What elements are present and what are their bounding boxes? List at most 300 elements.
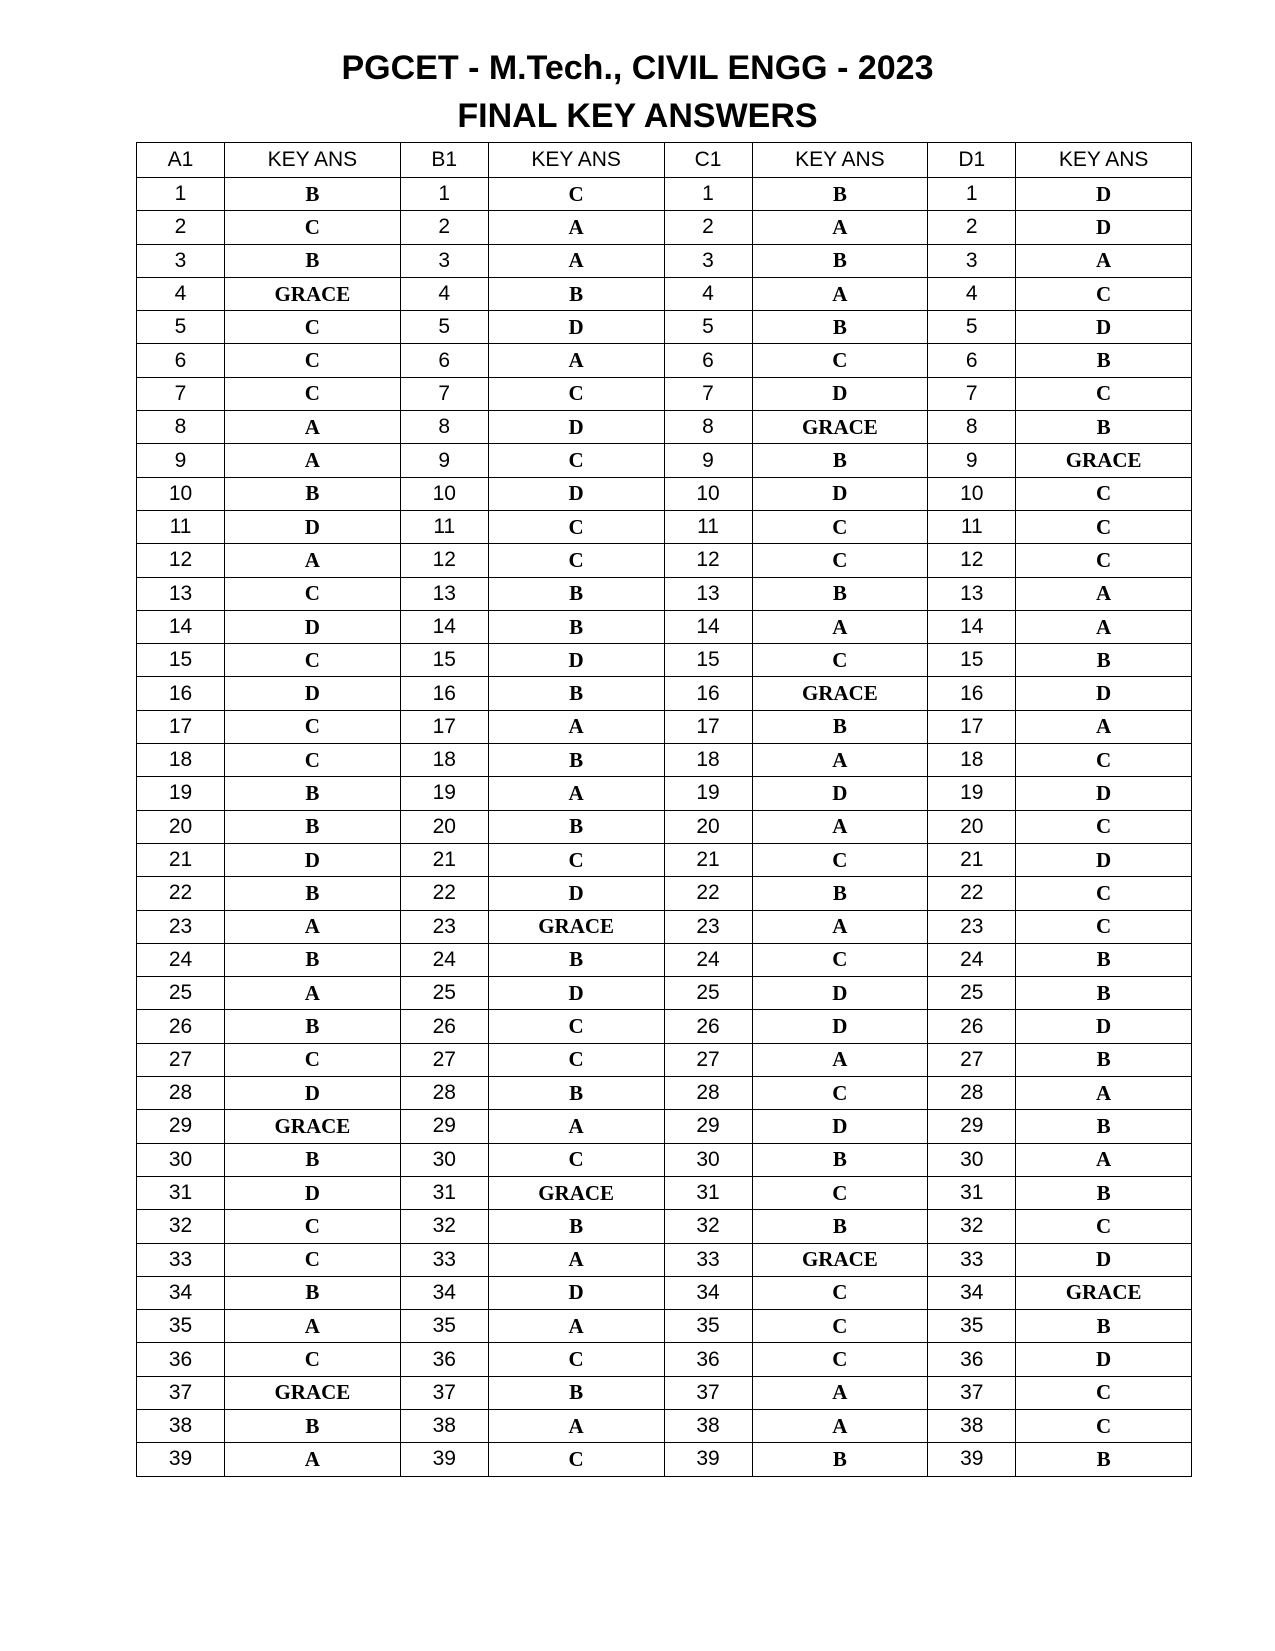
question-number-c1: 39 xyxy=(664,1443,752,1476)
key-answer-c1: GRACE xyxy=(752,411,928,444)
question-number-c1: 3 xyxy=(664,244,752,277)
table-row xyxy=(137,1176,1192,1209)
key-answer-c1: A xyxy=(752,277,928,310)
question-number-a1: 34 xyxy=(137,1276,225,1309)
question-number-a1: 30 xyxy=(137,1143,225,1176)
question-number-b1: 16 xyxy=(400,677,488,710)
key-answer-a1: D xyxy=(225,843,401,876)
question-number-b1: 23 xyxy=(400,910,488,943)
question-number-c1: 14 xyxy=(664,610,752,643)
key-answer-b1: D xyxy=(488,411,664,444)
key-answer-a1: C xyxy=(225,744,401,777)
question-number-b1: 7 xyxy=(400,377,488,410)
question-number-b1: 29 xyxy=(400,1110,488,1143)
key-answer-d1: D xyxy=(1016,1343,1192,1376)
question-number-a1: 4 xyxy=(137,277,225,310)
table-row xyxy=(137,1243,1192,1276)
answer-key-body xyxy=(137,178,1192,1477)
key-answer-a1: B xyxy=(225,943,401,976)
key-answer-d1: D xyxy=(1016,843,1192,876)
key-answer-d1: B xyxy=(1016,1110,1192,1143)
question-number-d1: 22 xyxy=(928,877,1016,910)
question-number-b1: 6 xyxy=(400,344,488,377)
question-number-c1: 5 xyxy=(664,311,752,344)
key-answer-d1: B xyxy=(1016,411,1192,444)
question-number-a1: 17 xyxy=(137,710,225,743)
key-answer-b1: C xyxy=(488,510,664,543)
question-number-a1: 37 xyxy=(137,1376,225,1409)
question-number-c1: 31 xyxy=(664,1176,752,1209)
question-number-d1: 35 xyxy=(928,1310,1016,1343)
column-header-set-b1: B1 xyxy=(400,143,488,178)
question-number-a1: 18 xyxy=(137,744,225,777)
key-answer-b1: C xyxy=(488,1343,664,1376)
key-answer-c1: C xyxy=(752,1077,928,1110)
key-answer-a1: A xyxy=(225,977,401,1010)
key-answer-a1: D xyxy=(225,677,401,710)
key-answer-b1: A xyxy=(488,344,664,377)
question-number-b1: 5 xyxy=(400,311,488,344)
question-number-a1: 14 xyxy=(137,610,225,643)
key-answer-d1: D xyxy=(1016,178,1192,211)
question-number-d1: 21 xyxy=(928,843,1016,876)
key-answer-b1: A xyxy=(488,1409,664,1442)
table-row xyxy=(137,1376,1192,1409)
key-answer-b1: C xyxy=(488,843,664,876)
question-number-b1: 11 xyxy=(400,510,488,543)
question-number-d1: 13 xyxy=(928,577,1016,610)
question-number-c1: 34 xyxy=(664,1276,752,1309)
question-number-c1: 2 xyxy=(664,211,752,244)
question-number-a1: 1 xyxy=(137,178,225,211)
column-header-set-d1: D1 xyxy=(928,143,1016,178)
question-number-c1: 25 xyxy=(664,977,752,1010)
key-answer-b1: B xyxy=(488,1210,664,1243)
key-answer-c1: A xyxy=(752,1376,928,1409)
question-number-b1: 33 xyxy=(400,1243,488,1276)
table-row xyxy=(137,744,1192,777)
key-answer-d1: B xyxy=(1016,943,1192,976)
question-number-d1: 34 xyxy=(928,1276,1016,1309)
key-answer-a1: B xyxy=(225,178,401,211)
key-answer-d1: D xyxy=(1016,1010,1192,1043)
question-number-b1: 13 xyxy=(400,577,488,610)
table-row xyxy=(137,411,1192,444)
question-number-d1: 24 xyxy=(928,943,1016,976)
key-answer-a1: B xyxy=(225,244,401,277)
key-answer-d1: B xyxy=(1016,1043,1192,1076)
question-number-b1: 39 xyxy=(400,1443,488,1476)
question-number-d1: 38 xyxy=(928,1409,1016,1442)
table-row xyxy=(137,211,1192,244)
question-number-a1: 16 xyxy=(137,677,225,710)
key-answer-d1: B xyxy=(1016,344,1192,377)
key-answer-a1: D xyxy=(225,510,401,543)
key-answer-b1: D xyxy=(488,977,664,1010)
key-answer-c1: D xyxy=(752,1010,928,1043)
key-answer-a1: C xyxy=(225,644,401,677)
key-answer-b1: B xyxy=(488,277,664,310)
question-number-c1: 30 xyxy=(664,1143,752,1176)
table-row xyxy=(137,1310,1192,1343)
question-number-a1: 32 xyxy=(137,1210,225,1243)
key-answer-c1: C xyxy=(752,1176,928,1209)
question-number-b1: 4 xyxy=(400,277,488,310)
key-answer-a1: D xyxy=(225,1077,401,1110)
question-number-c1: 17 xyxy=(664,710,752,743)
key-answer-b1: C xyxy=(488,377,664,410)
column-header-key-ans: KEY ANS xyxy=(488,143,664,178)
key-answer-d1: C xyxy=(1016,377,1192,410)
key-answer-c1: B xyxy=(752,178,928,211)
question-number-c1: 20 xyxy=(664,810,752,843)
key-answer-c1: B xyxy=(752,577,928,610)
question-number-d1: 17 xyxy=(928,710,1016,743)
key-answer-a1: C xyxy=(225,710,401,743)
key-answer-b1: A xyxy=(488,244,664,277)
question-number-d1: 10 xyxy=(928,477,1016,510)
question-number-a1: 8 xyxy=(137,411,225,444)
key-answer-d1: A xyxy=(1016,610,1192,643)
question-number-b1: 20 xyxy=(400,810,488,843)
answer-key-table xyxy=(136,142,1192,1477)
question-number-b1: 34 xyxy=(400,1276,488,1309)
question-number-a1: 22 xyxy=(137,877,225,910)
question-number-d1: 37 xyxy=(928,1376,1016,1409)
table-row xyxy=(137,510,1192,543)
key-answer-c1: C xyxy=(752,510,928,543)
key-answer-c1: B xyxy=(752,1210,928,1243)
key-answer-b1: C xyxy=(488,1443,664,1476)
question-number-c1: 33 xyxy=(664,1243,752,1276)
table-row xyxy=(137,1010,1192,1043)
question-number-c1: 28 xyxy=(664,1077,752,1110)
table-row xyxy=(137,1276,1192,1309)
key-answer-a1: A xyxy=(225,1443,401,1476)
key-answer-b1: D xyxy=(488,311,664,344)
key-answer-b1: GRACE xyxy=(488,910,664,943)
key-answer-a1: GRACE xyxy=(225,277,401,310)
key-answer-a1: GRACE xyxy=(225,1110,401,1143)
question-number-d1: 4 xyxy=(928,277,1016,310)
question-number-c1: 13 xyxy=(664,577,752,610)
key-answer-d1: B xyxy=(1016,644,1192,677)
table-row xyxy=(137,377,1192,410)
key-answer-c1: D xyxy=(752,777,928,810)
table-row xyxy=(137,610,1192,643)
key-answer-c1: A xyxy=(752,610,928,643)
question-number-a1: 27 xyxy=(137,1043,225,1076)
key-answer-c1: C xyxy=(752,344,928,377)
key-answer-a1: C xyxy=(225,377,401,410)
question-number-c1: 10 xyxy=(664,477,752,510)
question-number-c1: 26 xyxy=(664,1010,752,1043)
question-number-a1: 19 xyxy=(137,777,225,810)
key-answer-a1: A xyxy=(225,411,401,444)
column-header-set-a1: A1 xyxy=(137,143,225,178)
table-row xyxy=(137,1210,1192,1243)
question-number-d1: 26 xyxy=(928,1010,1016,1043)
question-number-b1: 18 xyxy=(400,744,488,777)
key-answer-c1: B xyxy=(752,1443,928,1476)
question-number-d1: 39 xyxy=(928,1443,1016,1476)
key-answer-a1: C xyxy=(225,577,401,610)
key-answer-c1: C xyxy=(752,943,928,976)
key-answer-c1: B xyxy=(752,244,928,277)
key-answer-d1: C xyxy=(1016,510,1192,543)
table-row xyxy=(137,277,1192,310)
key-answer-a1: A xyxy=(225,544,401,577)
question-number-b1: 19 xyxy=(400,777,488,810)
question-number-b1: 27 xyxy=(400,1043,488,1076)
key-answer-d1: B xyxy=(1016,1443,1192,1476)
key-answer-b1: B xyxy=(488,577,664,610)
question-number-d1: 23 xyxy=(928,910,1016,943)
question-number-b1: 12 xyxy=(400,544,488,577)
question-number-a1: 28 xyxy=(137,1077,225,1110)
question-number-d1: 29 xyxy=(928,1110,1016,1143)
key-answer-c1: D xyxy=(752,1110,928,1143)
key-answer-a1: B xyxy=(225,1010,401,1043)
question-number-c1: 18 xyxy=(664,744,752,777)
table-row xyxy=(137,577,1192,610)
question-number-c1: 35 xyxy=(664,1310,752,1343)
column-header-key-ans: KEY ANS xyxy=(225,143,401,178)
question-number-a1: 3 xyxy=(137,244,225,277)
question-number-b1: 15 xyxy=(400,644,488,677)
key-answer-d1: C xyxy=(1016,477,1192,510)
key-answer-c1: A xyxy=(752,810,928,843)
question-number-c1: 29 xyxy=(664,1110,752,1143)
key-answer-a1: C xyxy=(225,311,401,344)
question-number-d1: 15 xyxy=(928,644,1016,677)
key-answer-a1: C xyxy=(225,211,401,244)
table-row xyxy=(137,311,1192,344)
key-answer-d1: A xyxy=(1016,577,1192,610)
question-number-d1: 14 xyxy=(928,610,1016,643)
question-number-c1: 6 xyxy=(664,344,752,377)
question-number-b1: 35 xyxy=(400,1310,488,1343)
key-answer-a1: C xyxy=(225,1210,401,1243)
key-answer-a1: B xyxy=(225,810,401,843)
question-number-d1: 9 xyxy=(928,444,1016,477)
question-number-a1: 23 xyxy=(137,910,225,943)
table-row xyxy=(137,1077,1192,1110)
key-answer-b1: B xyxy=(488,1077,664,1110)
document-title: PGCET - M.Tech., CIVIL ENGG - 2023 xyxy=(341,49,934,87)
question-number-d1: 11 xyxy=(928,510,1016,543)
question-number-b1: 8 xyxy=(400,411,488,444)
key-answer-c1: B xyxy=(752,444,928,477)
key-answer-a1: B xyxy=(225,477,401,510)
key-answer-d1: C xyxy=(1016,910,1192,943)
key-answer-a1: D xyxy=(225,1176,401,1209)
question-number-c1: 7 xyxy=(664,377,752,410)
key-answer-b1: D xyxy=(488,477,664,510)
question-number-d1: 32 xyxy=(928,1210,1016,1243)
table-row xyxy=(137,1110,1192,1143)
key-answer-b1: A xyxy=(488,710,664,743)
key-answer-b1: A xyxy=(488,777,664,810)
question-number-a1: 33 xyxy=(137,1243,225,1276)
key-answer-c1: B xyxy=(752,311,928,344)
question-number-a1: 26 xyxy=(137,1010,225,1043)
key-answer-d1: C xyxy=(1016,1409,1192,1442)
key-answer-b1: C xyxy=(488,1143,664,1176)
question-number-a1: 29 xyxy=(137,1110,225,1143)
question-number-b1: 38 xyxy=(400,1409,488,1442)
column-header-set-c1: C1 xyxy=(664,143,752,178)
question-number-b1: 37 xyxy=(400,1376,488,1409)
question-number-b1: 10 xyxy=(400,477,488,510)
key-answer-d1: B xyxy=(1016,1176,1192,1209)
question-number-d1: 31 xyxy=(928,1176,1016,1209)
table-row xyxy=(137,810,1192,843)
key-answer-b1: C xyxy=(488,544,664,577)
question-number-a1: 25 xyxy=(137,977,225,1010)
key-answer-d1: C xyxy=(1016,544,1192,577)
question-number-d1: 30 xyxy=(928,1143,1016,1176)
question-number-c1: 19 xyxy=(664,777,752,810)
table-row xyxy=(137,544,1192,577)
question-number-c1: 24 xyxy=(664,943,752,976)
question-number-d1: 2 xyxy=(928,211,1016,244)
question-number-b1: 26 xyxy=(400,1010,488,1043)
key-answer-d1: D xyxy=(1016,311,1192,344)
question-number-b1: 28 xyxy=(400,1077,488,1110)
key-answer-b1: B xyxy=(488,610,664,643)
key-answer-c1: A xyxy=(752,744,928,777)
question-number-d1: 27 xyxy=(928,1043,1016,1076)
key-answer-b1: C xyxy=(488,1043,664,1076)
question-number-a1: 36 xyxy=(137,1343,225,1376)
question-number-a1: 12 xyxy=(137,544,225,577)
key-answer-c1: D xyxy=(752,377,928,410)
question-number-b1: 24 xyxy=(400,943,488,976)
question-number-c1: 32 xyxy=(664,1210,752,1243)
key-answer-d1: B xyxy=(1016,977,1192,1010)
key-answer-d1: C xyxy=(1016,810,1192,843)
key-answer-c1: C xyxy=(752,1276,928,1309)
key-answer-a1: B xyxy=(225,1276,401,1309)
key-answer-d1: C xyxy=(1016,277,1192,310)
key-answer-c1: B xyxy=(752,710,928,743)
question-number-d1: 18 xyxy=(928,744,1016,777)
key-answer-c1: A xyxy=(752,1409,928,1442)
key-answer-d1: B xyxy=(1016,1310,1192,1343)
key-answer-b1: D xyxy=(488,877,664,910)
key-answer-a1: C xyxy=(225,1043,401,1076)
question-number-d1: 16 xyxy=(928,677,1016,710)
question-number-b1: 1 xyxy=(400,178,488,211)
key-answer-b1: A xyxy=(488,1310,664,1343)
question-number-d1: 28 xyxy=(928,1077,1016,1110)
key-answer-a1: B xyxy=(225,1143,401,1176)
question-number-c1: 16 xyxy=(664,677,752,710)
question-number-a1: 31 xyxy=(137,1176,225,1209)
key-answer-d1: D xyxy=(1016,1243,1192,1276)
key-answer-a1: B xyxy=(225,777,401,810)
key-answer-d1: A xyxy=(1016,244,1192,277)
question-number-c1: 9 xyxy=(664,444,752,477)
table-row xyxy=(137,843,1192,876)
table-row xyxy=(137,777,1192,810)
question-number-a1: 5 xyxy=(137,311,225,344)
question-number-d1: 1 xyxy=(928,178,1016,211)
key-answer-a1: C xyxy=(225,344,401,377)
question-number-d1: 19 xyxy=(928,777,1016,810)
key-answer-c1: A xyxy=(752,1043,928,1076)
key-answer-c1: A xyxy=(752,910,928,943)
question-number-d1: 7 xyxy=(928,377,1016,410)
question-number-c1: 38 xyxy=(664,1409,752,1442)
question-number-c1: 1 xyxy=(664,178,752,211)
question-number-b1: 21 xyxy=(400,843,488,876)
question-number-b1: 32 xyxy=(400,1210,488,1243)
question-number-c1: 12 xyxy=(664,544,752,577)
question-number-c1: 27 xyxy=(664,1043,752,1076)
table-row xyxy=(137,1043,1192,1076)
question-number-b1: 36 xyxy=(400,1343,488,1376)
question-number-a1: 21 xyxy=(137,843,225,876)
table-row xyxy=(137,1343,1192,1376)
table-row xyxy=(137,977,1192,1010)
question-number-d1: 20 xyxy=(928,810,1016,843)
key-answer-b1: B xyxy=(488,943,664,976)
key-answer-c1: GRACE xyxy=(752,677,928,710)
question-number-b1: 30 xyxy=(400,1143,488,1176)
table-row xyxy=(137,644,1192,677)
key-answer-a1: B xyxy=(225,1409,401,1442)
key-answer-a1: B xyxy=(225,877,401,910)
table-row xyxy=(137,244,1192,277)
key-answer-c1: A xyxy=(752,211,928,244)
key-answer-b1: A xyxy=(488,211,664,244)
table-row xyxy=(137,1143,1192,1176)
key-answer-c1: C xyxy=(752,1343,928,1376)
key-answer-d1: C xyxy=(1016,1376,1192,1409)
table-row xyxy=(137,344,1192,377)
key-answer-d1: C xyxy=(1016,1210,1192,1243)
key-answer-d1: GRACE xyxy=(1016,1276,1192,1309)
key-answer-a1: A xyxy=(225,910,401,943)
key-answer-c1: C xyxy=(752,1310,928,1343)
question-number-c1: 21 xyxy=(664,843,752,876)
question-number-c1: 23 xyxy=(664,910,752,943)
question-number-a1: 39 xyxy=(137,1443,225,1476)
key-answer-b1: D xyxy=(488,1276,664,1309)
key-answer-a1: A xyxy=(225,444,401,477)
table-row xyxy=(137,943,1192,976)
key-answer-b1: A xyxy=(488,1243,664,1276)
table-row xyxy=(137,877,1192,910)
question-number-c1: 15 xyxy=(664,644,752,677)
key-answer-c1: D xyxy=(752,977,928,1010)
question-number-b1: 9 xyxy=(400,444,488,477)
key-answer-c1: C xyxy=(752,644,928,677)
question-number-a1: 6 xyxy=(137,344,225,377)
question-number-c1: 11 xyxy=(664,510,752,543)
key-answer-a1: GRACE xyxy=(225,1376,401,1409)
key-answer-b1: C xyxy=(488,444,664,477)
key-answer-b1: B xyxy=(488,744,664,777)
key-answer-a1: C xyxy=(225,1243,401,1276)
question-number-d1: 25 xyxy=(928,977,1016,1010)
question-number-a1: 10 xyxy=(137,477,225,510)
question-number-c1: 37 xyxy=(664,1376,752,1409)
question-number-c1: 22 xyxy=(664,877,752,910)
question-number-a1: 9 xyxy=(137,444,225,477)
